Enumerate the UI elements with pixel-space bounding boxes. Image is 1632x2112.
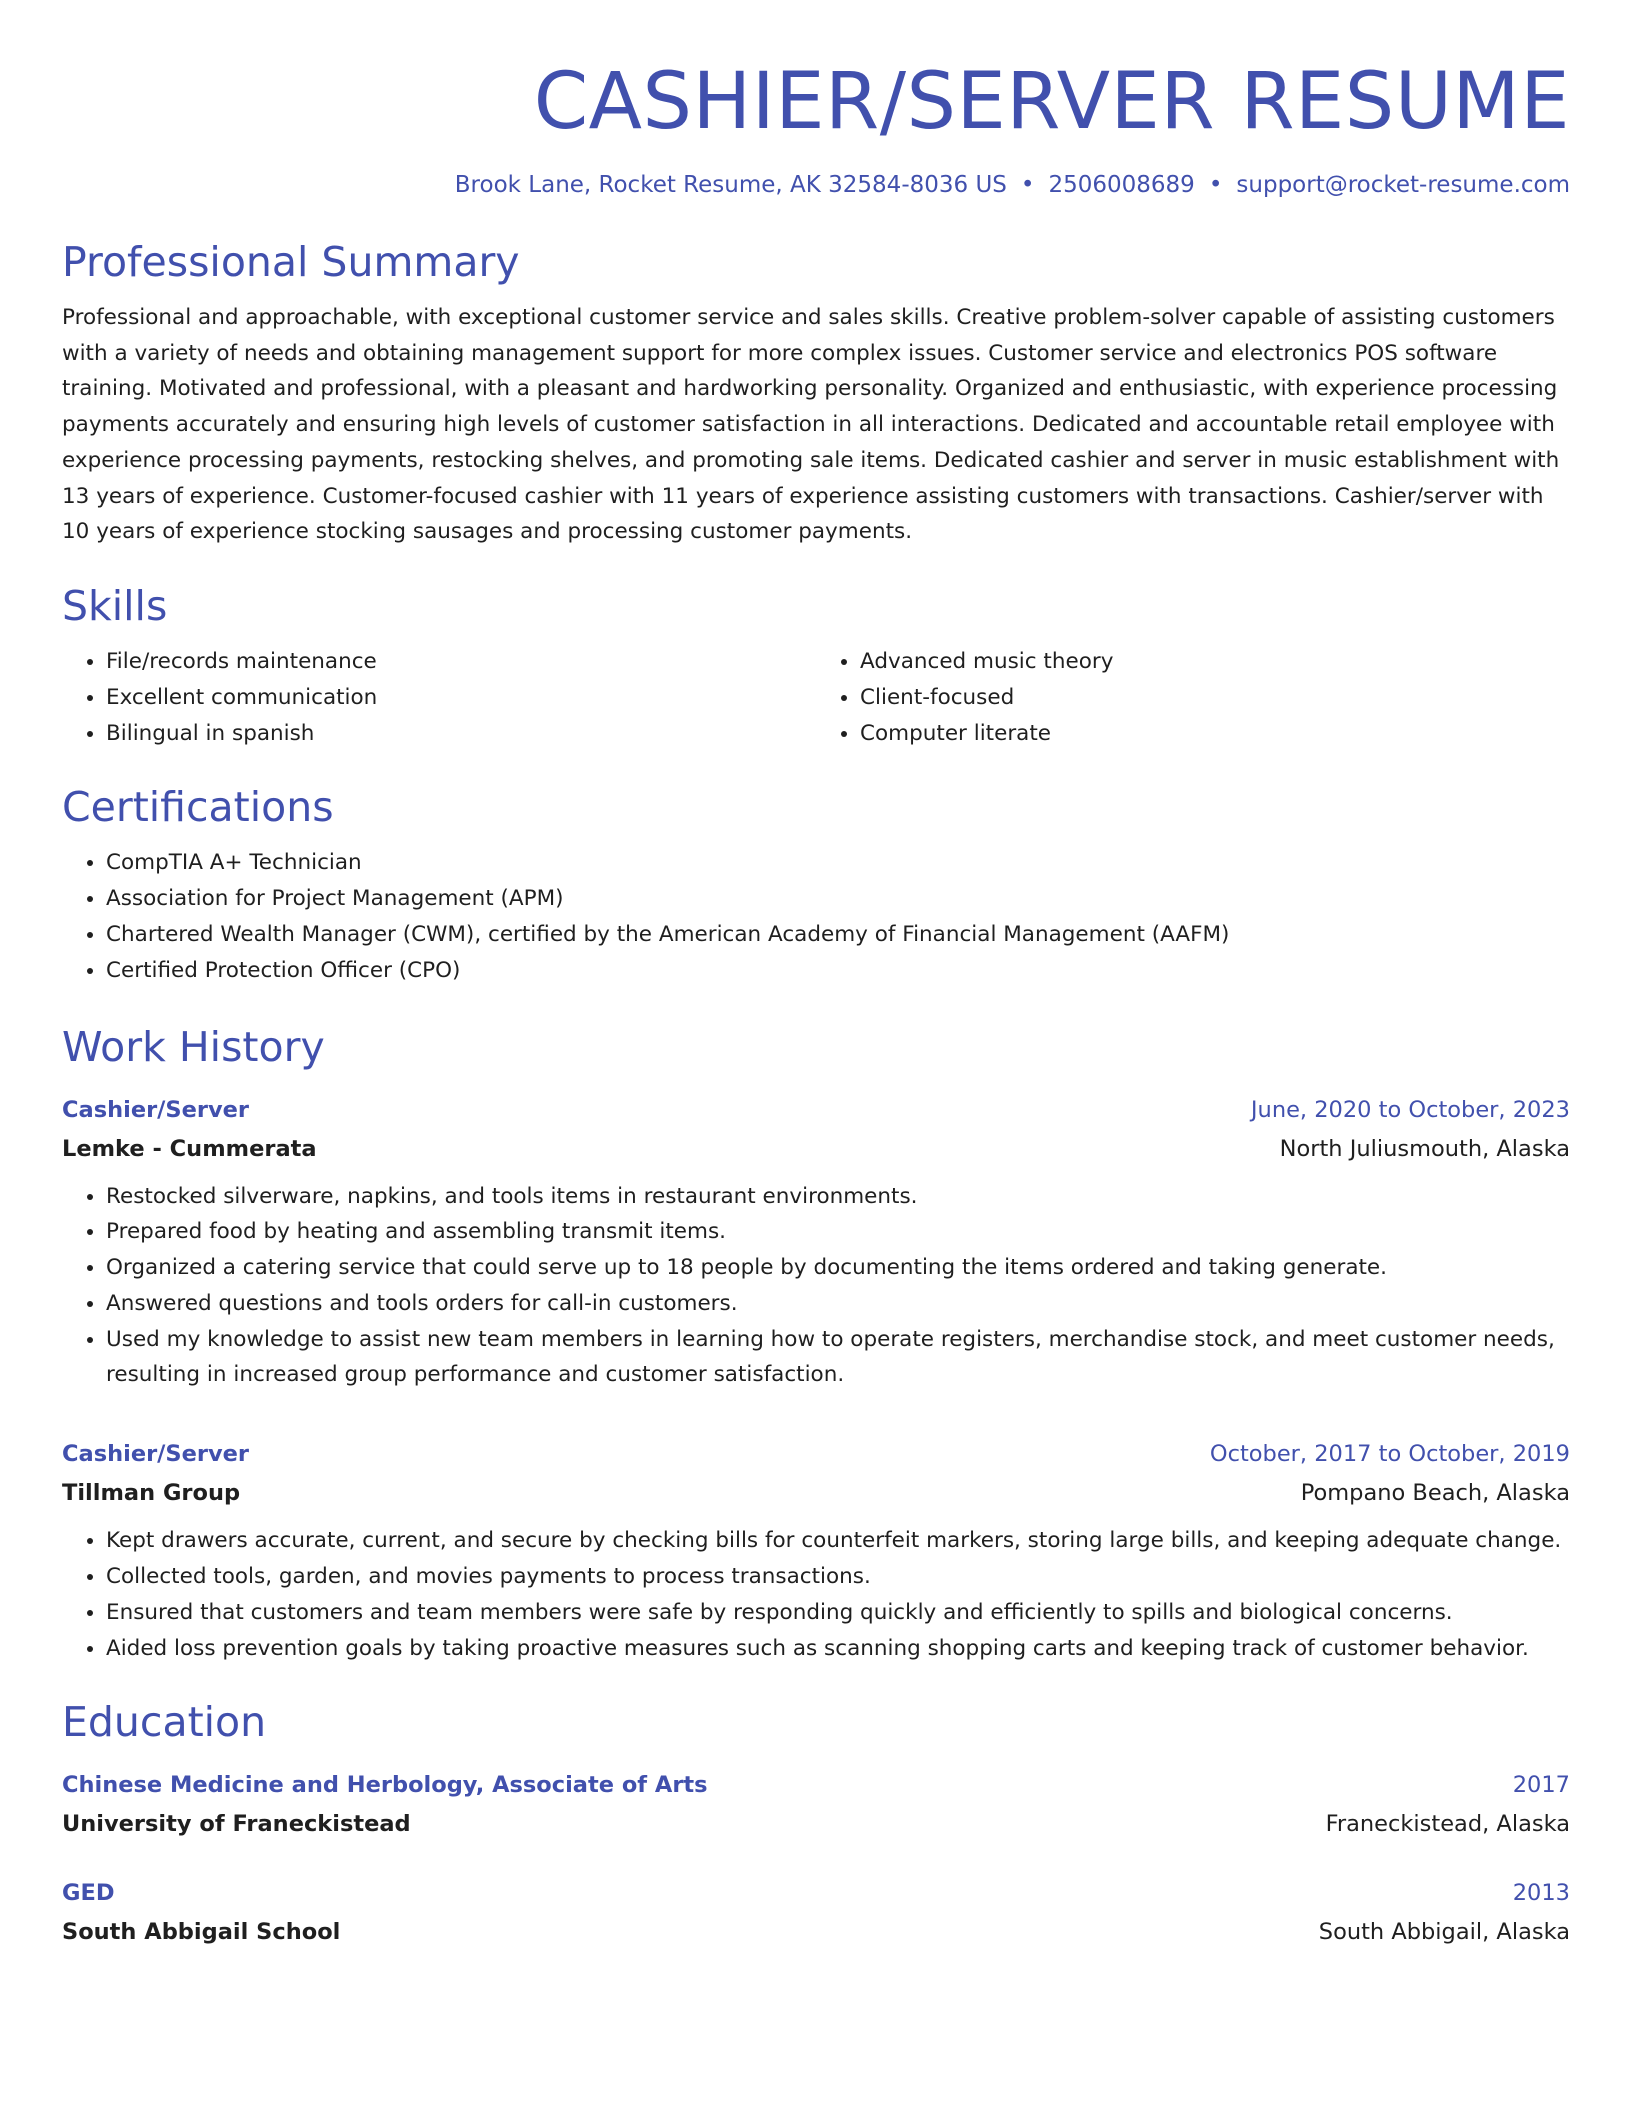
resume-title: CASHIER/SERVER RESUME — [533, 57, 1570, 147]
school-name: South Abbigail School — [62, 1919, 341, 1946]
contact-phone: 2506008689 — [1048, 172, 1195, 198]
job-dates: June, 2020 to October, 2023 — [1250, 1096, 1570, 1123]
work-history-section — [62, 1019, 1570, 1667]
job-location: Pompano Beach, Alaska — [1300, 1480, 1570, 1507]
school-name: University of Franeckistead — [62, 1811, 411, 1838]
job-duty-item: • Aided loss prevention goals by taking proactive measures such as scanning shopping carts and keeping track of customer behavior. — [106, 1631, 1570, 1667]
school-row — [62, 1912, 1570, 1952]
degree-row — [62, 1766, 1570, 1804]
job-duty-item: • Answered questions and tools orders for call-in customers. — [106, 1286, 1570, 1322]
job-duty-item: • Used my knowledge to assist new team members in learning how to operate registers, merchandise stock, and meet customer needs, resulting in increased group performance and customer satisfaction. — [106, 1322, 1570, 1394]
section-heading-education: Education — [62, 1698, 267, 1747]
job-duties-list — [62, 1523, 1570, 1666]
job-duty-item: • Collected tools, garden, and movies payments to process transactions. — [106, 1559, 1570, 1595]
skills-columns — [62, 634, 1570, 751]
graduation-year: 2017 — [1512, 1772, 1570, 1799]
job-entry — [62, 1091, 1570, 1394]
degree-row — [62, 1874, 1570, 1912]
job-duty-item: • Restocked silverware, napkins, and tools items in restaurant environments. — [106, 1179, 1570, 1215]
education-entry — [62, 1766, 1570, 1844]
skill-item: • Advanced music theory — [860, 644, 1570, 680]
degree-name: GED — [62, 1880, 115, 1907]
skill-item: • Computer literate — [860, 716, 1570, 752]
skill-item: • File/records maintenance — [106, 644, 816, 680]
school-location: Franeckistead, Alaska — [1325, 1811, 1570, 1838]
school-location: South Abbigail, Alaska — [1318, 1919, 1570, 1946]
education-entry — [62, 1874, 1570, 1952]
job-location: North Juliusmouth, Alaska — [1279, 1135, 1570, 1162]
contact-separator: • — [1020, 172, 1035, 198]
section-heading-certifications: Certifications — [62, 783, 334, 832]
job-title-row — [62, 1091, 1570, 1129]
job-company: Tillman Group — [62, 1480, 241, 1507]
skill-item: • Bilingual in spanish — [106, 716, 816, 752]
certifications-section — [62, 779, 1570, 988]
job-dates: October, 2017 to October, 2019 — [1209, 1441, 1570, 1468]
section-heading-skills: Skills — [62, 581, 168, 630]
summary-text: Professional and approachable, with exceptional customer service and sales skills. Creative problem-solver capable of assisting customers with a variety of needs and obtaining management support for more complex issues. Customer service and electronics POS software training. Motivated and professional, with a pleasant and hardworking personality. Organized and enthusiastic, with experience processing payments accurately and ensuring high levels of customer satisfaction in all interactions. Dedicated and accountable retail employee with experience processing payments, restocking shelves, and promoting sale items. Dedicated cashier and server in music establishment with 13 years of experience. Customer-focused cashier with 11 years of experience assisting customers with transactions. Cashier/server with 10 years of experience stocking sausages and processing customer payments. — [62, 305, 1560, 545]
skills-list-right — [816, 644, 1570, 751]
job-duty-item: • Prepared food by heating and assembling transmit items. — [106, 1214, 1570, 1250]
job-title: Cashier/Server — [62, 1096, 249, 1123]
skill-item: • Excellent communication — [106, 680, 816, 716]
skills-list-left — [62, 644, 816, 751]
certification-item: • Certified Protection Officer (CPO) — [106, 953, 1570, 989]
job-duty-item: • Kept drawers accurate, current, and secure by checking bills for counterfeit markers, storing large bills, and keeping adequate change. — [106, 1523, 1570, 1559]
certification-item: • Chartered Wealth Manager (CWM), certified by the American Academy of Financial Management (AAFM) — [106, 917, 1570, 953]
degree-name: Chinese Medicine and Herbology, Associate of Arts — [62, 1772, 708, 1799]
resume-header — [62, 52, 1570, 204]
section-heading-summary: Professional Summary — [62, 238, 520, 286]
contact-line — [62, 166, 1570, 204]
skill-item: • Client-focused — [860, 680, 1570, 716]
job-company: Lemke - Cummerata — [62, 1135, 317, 1162]
job-company-row — [62, 1473, 1570, 1513]
job-duty-item: • Ensured that customers and team members were safe by responding quickly and efficiently to spills and biological concerns. — [106, 1595, 1570, 1631]
job-title-row — [62, 1435, 1570, 1473]
graduation-year: 2013 — [1512, 1880, 1570, 1907]
professional-summary-section — [62, 234, 1570, 550]
certifications-list — [62, 845, 1570, 988]
contact-separator: • — [1208, 172, 1223, 198]
contact-address: Brook Lane, Rocket Resume, AK 32584-8036 US — [454, 172, 1007, 198]
job-duty-item: • Organized a catering service that could serve up to 18 people by documenting the items ordered and taking generate. — [106, 1250, 1570, 1286]
contact-email: support@rocket-resume.com — [1236, 172, 1570, 198]
job-entry — [62, 1435, 1570, 1666]
job-duties-list — [62, 1179, 1570, 1394]
skills-section — [62, 578, 1570, 751]
job-company-row — [62, 1129, 1570, 1169]
certification-item: • CompTIA A+ Technician — [106, 845, 1570, 881]
education-section — [62, 1694, 1570, 1952]
school-row — [62, 1804, 1570, 1844]
certification-item: • Association for Project Management (APM) — [106, 881, 1570, 917]
job-title: Cashier/Server — [62, 1441, 249, 1468]
section-heading-work-history: Work History — [62, 1022, 325, 1071]
